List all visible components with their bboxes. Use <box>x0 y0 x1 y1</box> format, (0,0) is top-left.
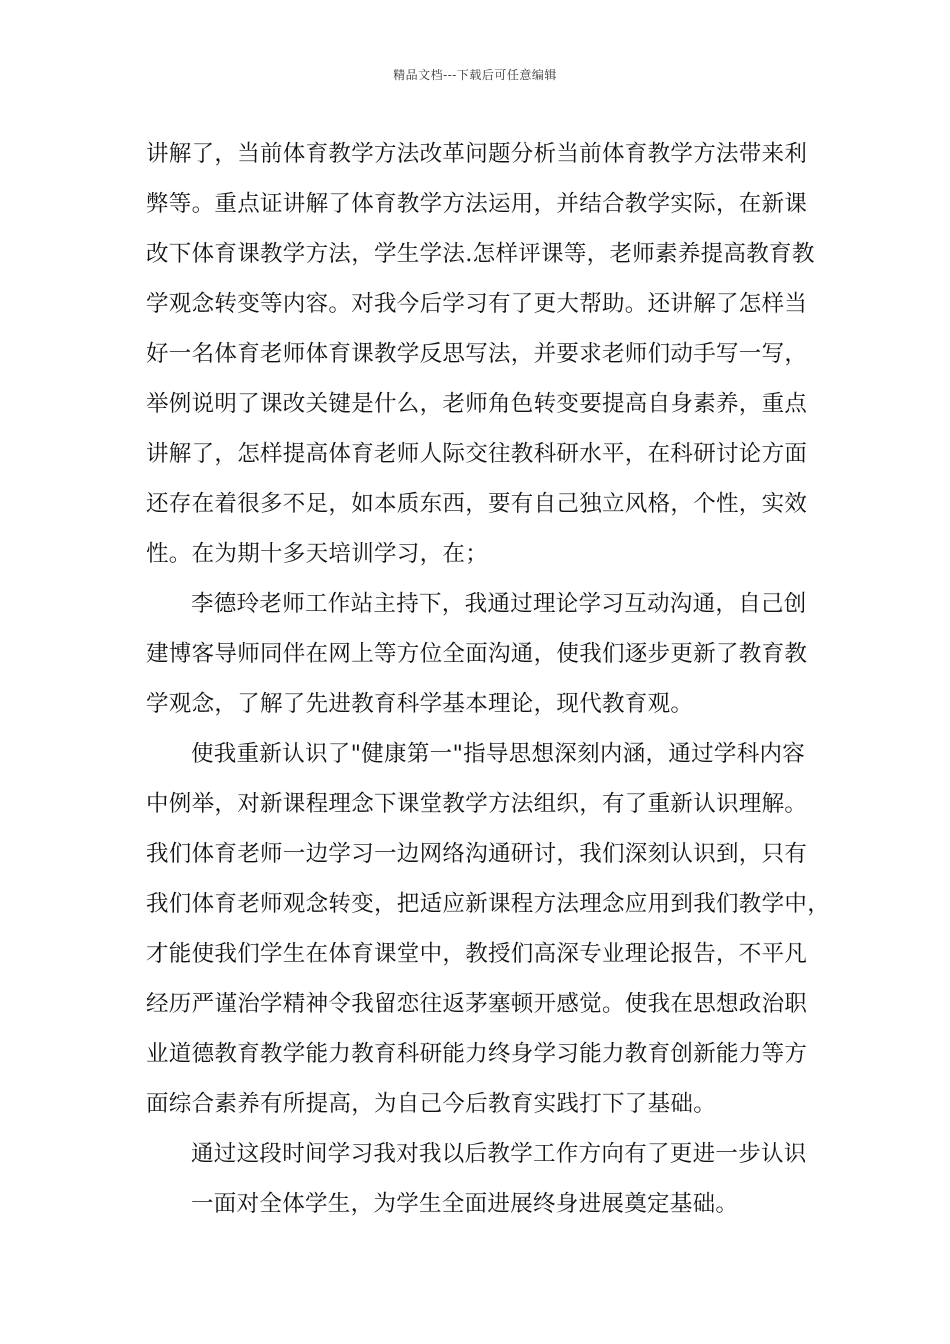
text-line: 改下体育课教学方法，学生学法.怎样评课等，老师素养提高教育教 <box>146 241 815 267</box>
paragraph-start-line: 通过这段时间学习我对我以后教学工作方向有了更进一步认识 <box>191 1141 807 1167</box>
text-line: 性。在为期十多天培训学习，在； <box>146 541 489 567</box>
text-line: 弊等。重点证讲解了体育教学方法运用，并结合教学实际，在新课 <box>146 191 808 217</box>
text-line: 面综合素养有所提高，为自己今后教育实践打下了基础。 <box>146 1091 717 1117</box>
text-line: 经历严谨治学精神令我留恋往返茅塞顿开感觉。使我在思想政治职 <box>146 991 808 1017</box>
body-text <box>146 129 831 1229</box>
page-header: 精品文档---下载后可任意编辑 <box>393 68 557 82</box>
text-line: 还存在着很多不足，如本质东西，要有自己独立风格，个性，实效 <box>146 491 808 517</box>
text-line: 我们体育老师一边学习一边网络沟通研讨，我们深刻认识到，只有 <box>146 841 808 867</box>
text-line: 学观念转变等内容。对我今后学习有了更大帮助。还讲解了怎样当 <box>146 291 808 317</box>
text-line: 学观念，了解了先进教育科学基本理论，现代教育观。 <box>146 691 694 717</box>
text-line: 建博客导师同伴在网上等方位全面沟通，使我们逐步更新了教育教 <box>146 641 808 667</box>
text-line: 一面对全体学生，为学生全面进展终身进展奠定基础。 <box>191 1191 739 1217</box>
text-line: 业道德教育教学能力教育科研能力终身学习能力教育创新能力等方 <box>146 1041 808 1067</box>
text-line: 中例举，对新课程理念下课堂教学方法组织，有了重新认识理解。 <box>146 791 808 817</box>
text-line: 好一名体育老师体育课教学反思写法，并要求老师们动手写一写， <box>146 341 808 367</box>
text-line: 讲解了，当前体育教学方法改革问题分析当前体育教学方法带来利 <box>146 141 808 167</box>
text-line: 才能使我们学生在体育课堂中，教授们高深专业理论报告，不平凡 <box>146 941 808 967</box>
text-line: 举例说明了课改关键是什么，老师角色转变要提高自身素养，重点 <box>146 391 808 417</box>
text-line: 我们体育老师观念转变，把适应新课程方法理念应用到我们教学中， <box>146 891 831 917</box>
text-line: 讲解了，怎样提高体育老师人际交往教科研水平，在科研讨论方面 <box>146 441 808 467</box>
paragraph-start-line: 使我重新认识了"健康第一"指导思想深刻内涵，通过学科内容 <box>191 741 806 767</box>
paragraph-start-line: 李德玲老师工作站主持下，我通过理论学习互动沟通，自己创 <box>191 591 807 617</box>
